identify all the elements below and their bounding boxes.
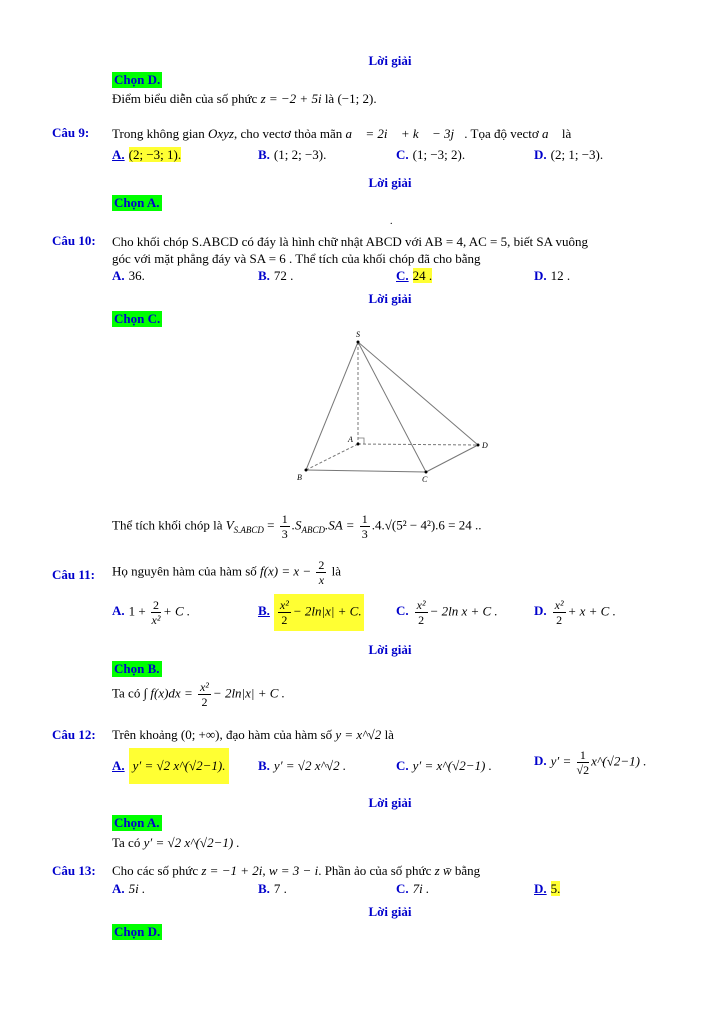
- option-a[interactable]: A. (2; −3; 1).: [112, 147, 182, 162]
- option-a[interactable]: A. y′ = √2 x^(√2−1).: [112, 748, 229, 784]
- option-b[interactable]: B. 7 .: [258, 881, 287, 896]
- fraction: $\frac{1}{3}$: [281, 512, 288, 541]
- option-d[interactable]: D. $\frac{\text{x²}}{2}$ + x + C .: [534, 598, 616, 627]
- label-a: A: [348, 435, 353, 444]
- solution-heading: Lời giải: [368, 53, 412, 68]
- option-c[interactable]: C. 24 .: [396, 268, 433, 283]
- edge-bc: [306, 470, 426, 472]
- option-a[interactable]: A. 1 + $\frac{2}{\text{x²}}$ + C .: [112, 598, 191, 627]
- edge-sb: [306, 342, 358, 470]
- edge-sc: [358, 342, 426, 472]
- question-number: Câu 10:: [52, 233, 96, 248]
- stray-dot: .: [390, 216, 393, 227]
- solution-heading: Lời giải: [368, 904, 412, 919]
- vertex-b: [305, 469, 308, 472]
- question-text: Cho các số phức z = −1 + 2i, w = 3 − i. Phần ảo của số phức z w̄ bằng: [112, 863, 481, 878]
- vertex-c: [425, 471, 428, 474]
- option-b[interactable]: B. $\frac{\text{x²}}{2}$ − 2ln|x| + C.: [258, 594, 364, 631]
- label-s: S: [356, 330, 360, 339]
- option-d[interactable]: D. y′ = $\frac{1}{√2}$ x^(√2−1) .: [534, 748, 647, 777]
- answer-badge: Chọn C.: [114, 311, 161, 326]
- question-number: Câu 9:: [52, 125, 90, 140]
- vertex-d: [477, 444, 480, 447]
- volume-formula: Thể tích khối chóp là $V_{S.ABCD}$ = $\frac{1}{3}$ $.S_{ABCD}.SA$ = $\frac{1}{3}$ .4.√(5² − 4²).6 = 24 ..: [112, 512, 482, 541]
- edge-sd: [358, 342, 478, 445]
- answer-badge: Chọn A.: [114, 195, 160, 210]
- q8-explanation: Điểm biểu diễn của số phức z = −2 + 5i là (−1; 2).: [112, 91, 377, 106]
- option-b[interactable]: B. (1; 2; −3).: [258, 147, 327, 162]
- solution-heading: Lời giải: [368, 175, 412, 190]
- pyramid-figure: [290, 328, 500, 488]
- label-b: B: [297, 473, 302, 482]
- option-b[interactable]: B. 72 .: [258, 268, 294, 283]
- fraction: $\frac{1}{3}$: [361, 512, 368, 541]
- q12-explanation: Ta có y′ = √2 x^(√2−1) .: [112, 835, 240, 850]
- solution-heading: Lời giải: [368, 291, 412, 306]
- answer-badge: Chọn D.: [114, 72, 161, 87]
- answer-badge: Chọn D.: [114, 924, 161, 939]
- option-d[interactable]: D. (2; 1; −3).: [534, 147, 604, 162]
- label-c: C: [422, 475, 428, 484]
- solution-heading: Lời giải: [368, 642, 412, 657]
- question-number: Câu 11:: [52, 567, 95, 582]
- vertex-s: [357, 341, 360, 344]
- question-text: Trong không gian Oxyz, cho vectơ thỏa mãn a⃗ = 2i⃗ + k⃗ − 3j⃗. Tọa độ vectơ a⃗ là: [112, 126, 572, 141]
- q11-explanation: Ta có ∫ f(x)dx = $\frac{\text{x²}}{2}$ − 2ln|x| + C .: [112, 680, 285, 709]
- option-a[interactable]: A. 5i .: [112, 881, 146, 896]
- edge-ad: [358, 444, 478, 445]
- option-c[interactable]: C. y′ = x^(√2−1) .: [396, 758, 492, 773]
- edge-ab: [306, 444, 358, 470]
- fraction: $\frac{2}{x}$: [318, 558, 325, 587]
- question-text: Họ nguyên hàm của hàm số f(x) = x − $\frac{2}{x}$ là: [112, 558, 342, 587]
- option-c[interactable]: C. (1; −3; 2).: [396, 147, 466, 162]
- label-d: D: [482, 441, 488, 450]
- option-d[interactable]: D. 5.: [534, 881, 561, 896]
- question-number: Câu 12:: [52, 727, 96, 742]
- solution-heading: Lời giải: [368, 795, 412, 810]
- option-d[interactable]: D. 12 .: [534, 268, 571, 283]
- edge-cd: [426, 445, 478, 472]
- option-b[interactable]: B. y′ = √2 x^√2 .: [258, 758, 347, 773]
- option-a[interactable]: A. 36.: [112, 268, 145, 283]
- answer-badge: Chọn B.: [114, 661, 160, 676]
- question-number: Câu 13:: [52, 863, 96, 878]
- option-c[interactable]: C. 7i .: [396, 881, 430, 896]
- question-text: Cho khối chóp S.ABCD có đáy là hình chữ nhật ABCD với AB = 4, AC = 5, biết SA vuông góc với mặt phẳng đáy và SA = 6 . Thể tích của khối chóp đã cho bằng: [112, 234, 589, 266]
- question-text: Trên khoảng (0; +∞), đạo hàm của hàm số y = x^√2 là: [112, 727, 394, 742]
- answer-badge: Chọn A.: [114, 815, 160, 830]
- vertex-a: [357, 443, 360, 446]
- option-c[interactable]: C. $\frac{\text{x²}}{2}$ − 2ln x + C .: [396, 598, 498, 627]
